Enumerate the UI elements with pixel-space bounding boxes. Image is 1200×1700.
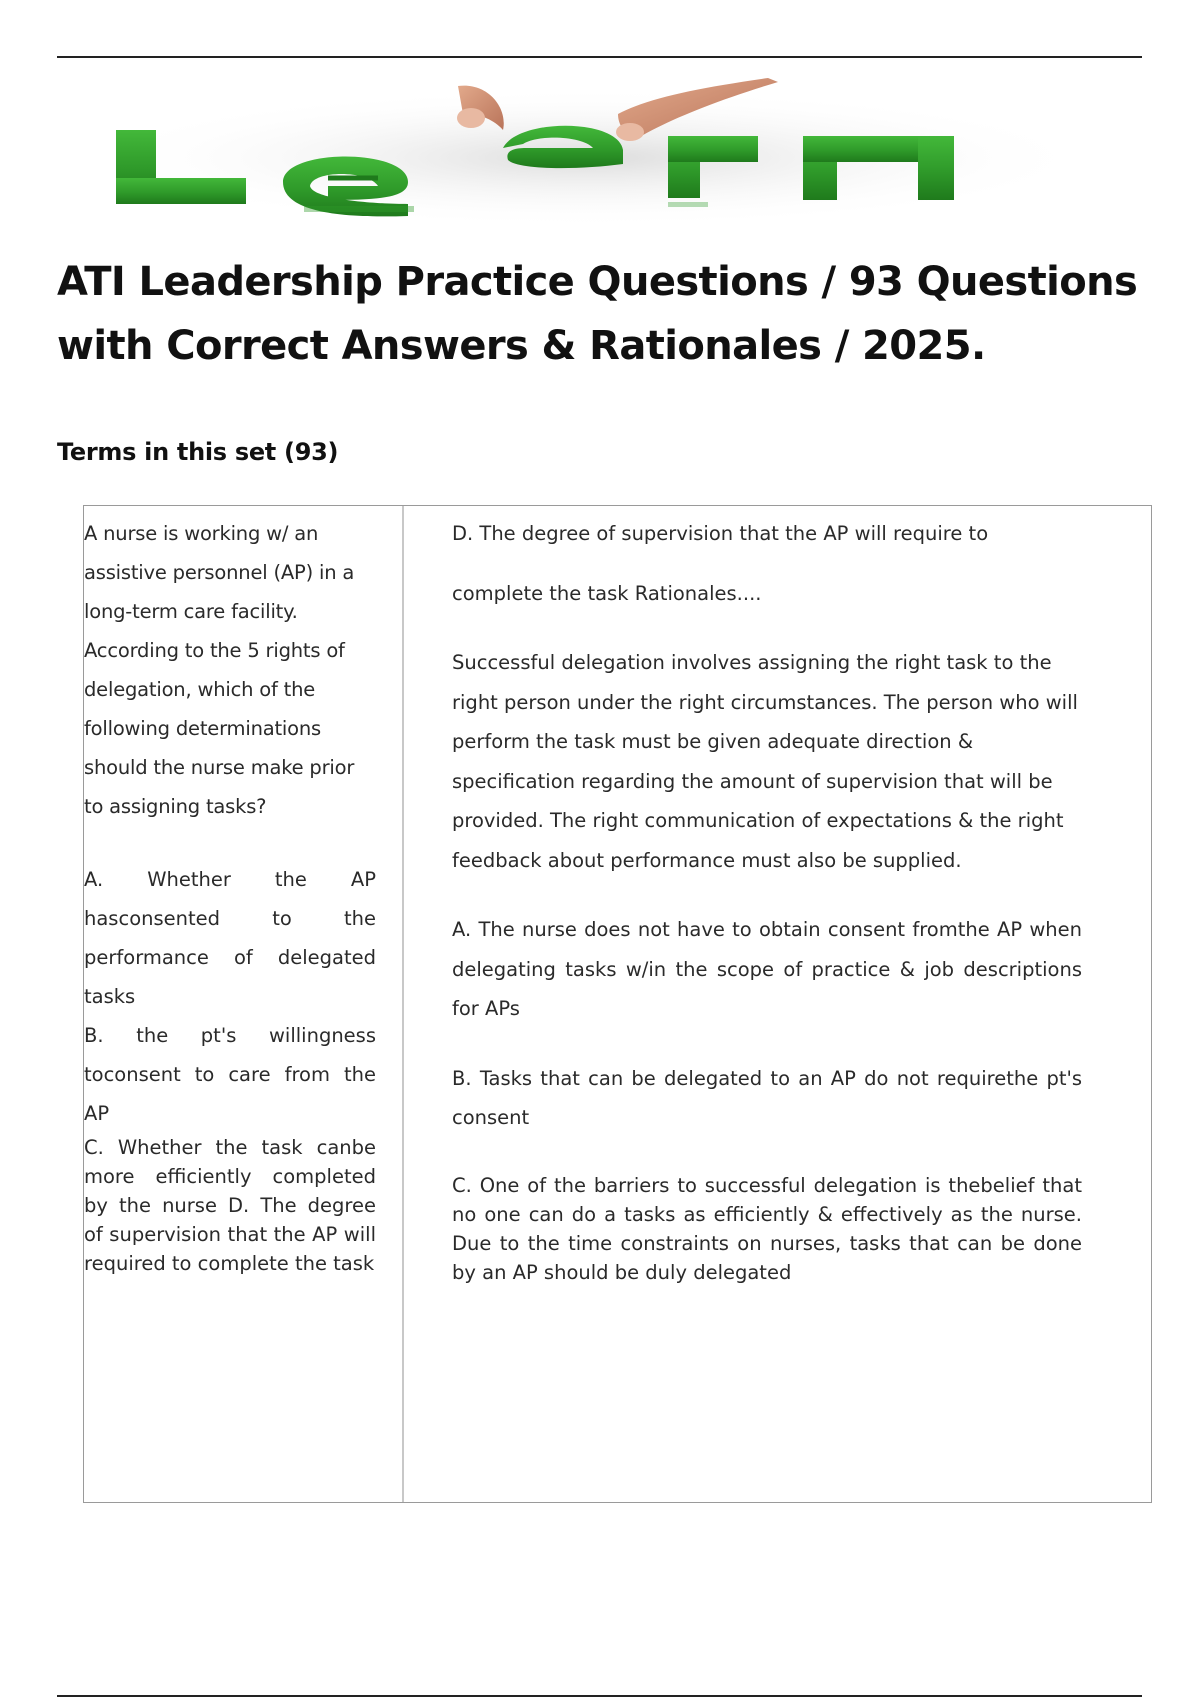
- learn-banner-image: [78, 78, 1098, 228]
- top-rule: [57, 56, 1142, 58]
- card-divider: [402, 506, 404, 1502]
- document-title: ATI Leadership Practice Questions / 93 Questions with Correct Answers & Rationales / 2025.: [57, 259, 1138, 369]
- answer-column: [452, 514, 1082, 1287]
- rationale-option-a: A. The nurse does not have to obtain consent fromthe AP when delegating tasks w/in the scope of practice & job descriptions for APs: [452, 918, 1082, 1020]
- question-option-c: C. Whether the task canbe more efficiently completed by the nurse D. The degree of supervision that the AP will required to complete the task: [84, 1136, 376, 1275]
- bottom-rule: [57, 1695, 1142, 1697]
- question-option-b: B. the pt's willingness toconsent to care from the AP: [84, 1024, 376, 1125]
- question-option-a: A. Whether the AP hasconsented to the performance of delegated tasks: [84, 868, 376, 1008]
- rationale-option-c: C. One of the barriers to successful delegation is thebelief that no one can do a tasks as efficiently & effectively as the nurse. Due to the time constraints on nurses, tasks that can be done by an AP should be duly delegated: [452, 1173, 1082, 1284]
- question-stem: A nurse is working w/ an assistive personnel (AP) in a long-term care facility. According to the 5 rights of delegation, which of the following determinations should the nurse make prior to assigning tasks?: [84, 522, 355, 818]
- answer-line-2: complete the task Rationales....: [452, 582, 762, 605]
- terms-heading: Terms in this set (93): [57, 438, 339, 466]
- flashcard-term: [83, 505, 1152, 1503]
- learn-logo-graphic: [78, 78, 1098, 228]
- question-column: [84, 514, 376, 1278]
- rationale-main: Successful delegation involves assigning the right task to the right person under the right circumstances. The person who will perform the task must be given adequate direction & specification regarding the amount of supervision that will be provided. The right communication of expectations & the right feedback about performance must also be supplied.: [452, 651, 1078, 872]
- rationale-option-b: B. Tasks that can be delegated to an AP do not requirethe pt's consent: [452, 1066, 1082, 1129]
- answer-line-1: D. The degree of supervision that the AP will require to: [452, 522, 989, 545]
